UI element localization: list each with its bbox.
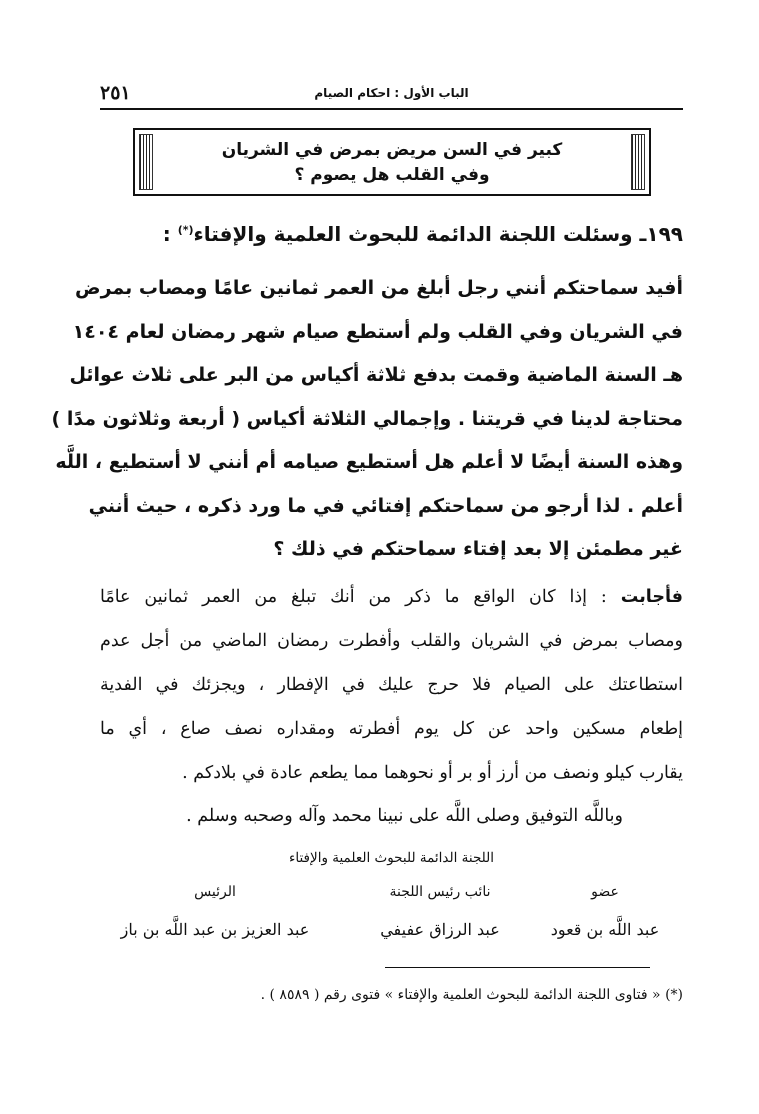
answer-first-line-rest: : إذا كان الواقع ما ذكر من أنك تبلغ من العمر ثمانين عامًا	[100, 587, 621, 607]
answer-text	[100, 575, 683, 795]
answer-line: ومصاب بمرض في الشريان والقلب وأفطرت رمضان الماضي من أجل عدم	[100, 631, 683, 651]
chapter-title: الباب الأول : احكام الصيام	[314, 86, 469, 100]
question-text	[51, 267, 683, 572]
closing-prayer: وباللَّه التوفيق وصلى اللَّه على نبينا محمد وآله وصحبه وسلم .	[186, 806, 623, 826]
question-heading	[100, 222, 683, 246]
question-heading-end: :	[162, 222, 178, 246]
signature-name: عبد اللَّه بن قعود	[550, 920, 660, 939]
question-line: أفيد سماحتكم أنني رجل أبلغ من العمر ثمانين عامًا ومصاب بمرض	[75, 277, 683, 299]
running-header	[100, 80, 683, 110]
answer-line: إطعام مسكين واحد عن كل يوم أفطرته ومقداره نصف صاع ، أي ما	[100, 719, 683, 739]
question-line: في الشريان وفي القلب ولم أستطع صيام شهر رمضان لعام ١٤٠٤	[72, 320, 683, 343]
signature-member	[520, 884, 690, 939]
footnote: (*) « فتاوى اللجنة الدائمة للبحوث العلمية والإفتاء » فتوى رقم ( ٨٥٨٩ ) .	[260, 987, 683, 1003]
answer-label: فأجابت	[620, 587, 683, 607]
question-line: وهذه السنة أيضًا لا أعلم هل أستطيع صيامه أم أنني لا أستطيع ، اللَّه	[55, 451, 683, 473]
footnote-divider	[385, 967, 650, 968]
signature-role: نائب رئيس اللجنة	[389, 884, 491, 900]
question-line: غير مطمئن إلا بعد إفتاء سماحتكم في ذلك ؟	[273, 538, 683, 560]
signature-vice-president	[340, 884, 540, 939]
page-number: ٢٥١	[100, 82, 131, 104]
footnote-marker: (*)	[177, 223, 194, 237]
question-heading-text: ١٩٩ـ وسئلت اللجنة الدائمة للبحوث العلمية والإفتاء	[193, 222, 683, 246]
signature-role: عضو	[591, 884, 619, 900]
ornament-pillar-right	[631, 134, 645, 190]
committee-name: اللجنة الدائمة للبحوث العلمية والإفتاء	[289, 850, 494, 866]
signature-name: عبد العزيز بن عبد اللَّه بن باز	[120, 920, 310, 939]
section-title-line-1: كبير في السن مريض بمرض في الشريان	[221, 140, 563, 160]
answer-line: استطاعتك على الصيام فلا حرج عليك في الإفطار ، ويجزئك في الفدية	[100, 675, 683, 695]
signature-president	[95, 884, 335, 939]
section-title-line-2: وفي القلب هل يصوم ؟	[294, 165, 490, 185]
answer-line: يقارب كيلو ونصف من أرز أو بر أو نحوهما مما يطعم عادة في بلادكم .	[182, 763, 683, 783]
ornament-pillar-left	[139, 134, 153, 190]
signature-name: عبد الرزاق عفيفي	[380, 920, 500, 939]
question-line: محتاجة لدينا في قريتنا . وإجمالي الثلاثة أكياس ( أربعة وثلاثون مدًا )	[51, 407, 683, 430]
answer-first-line	[100, 575, 683, 619]
signature-role: الرئيس	[194, 884, 236, 900]
section-title-box	[133, 128, 651, 196]
question-line: أعلم . لذا أرجو من سماحتكم إفتائي في ما ورد ذكره ، حيث أنني	[88, 494, 683, 517]
question-line: هـ السنة الماضية وقمت بدفع ثلاثة أكياس من البر على ثلاث عوائل	[69, 364, 683, 386]
section-title	[165, 138, 619, 188]
